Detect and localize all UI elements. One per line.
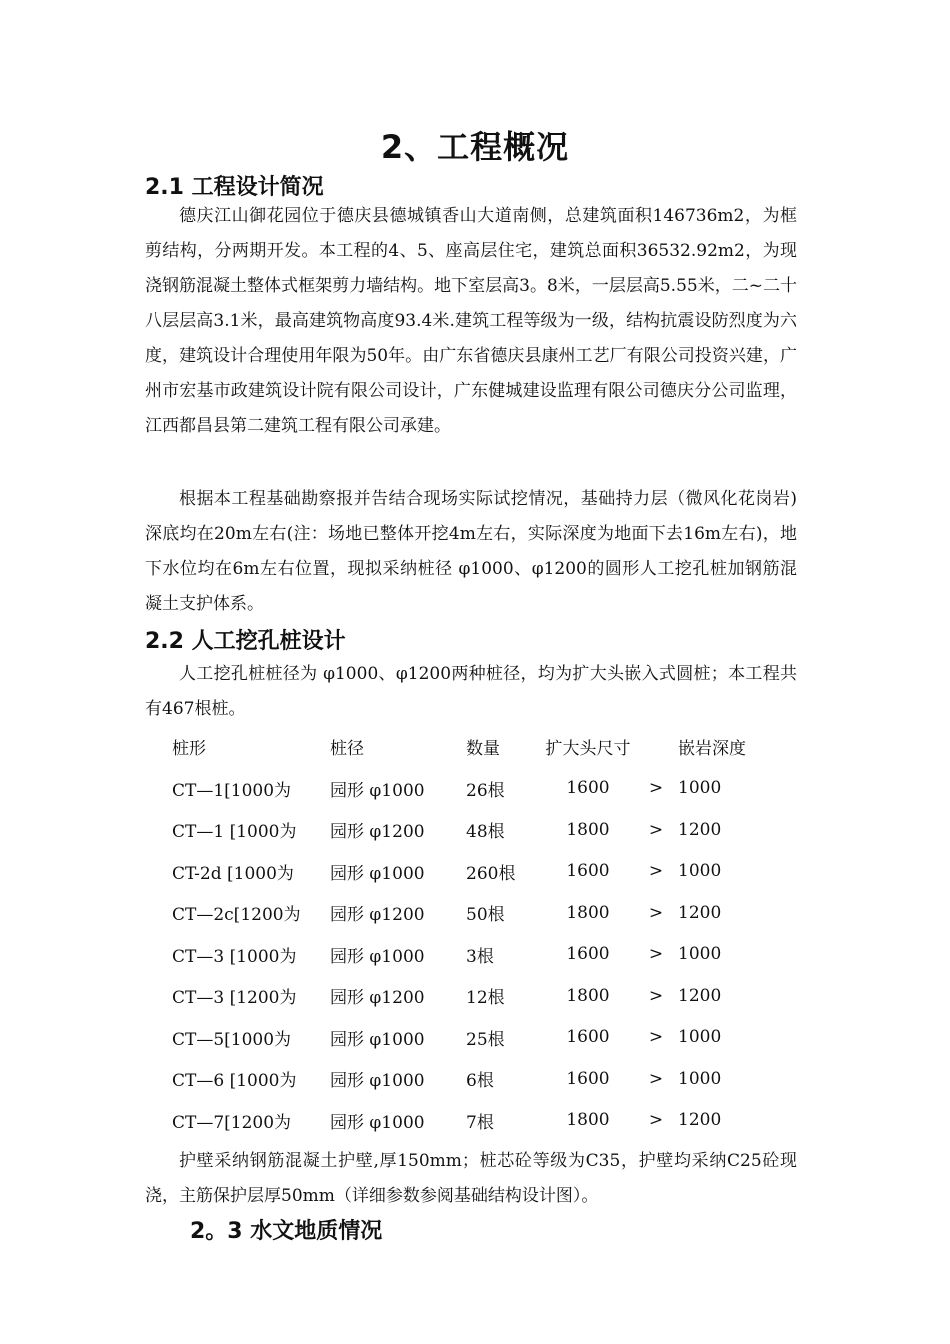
cell-pile-diameter: 园形 φ1000: [330, 946, 425, 967]
cell-head-size: 1600: [566, 1068, 610, 1089]
cell-depth: 1000: [678, 1027, 722, 1048]
pile-table: [158, 726, 758, 1141]
table-row: [158, 768, 758, 810]
cell-quantity: 6根: [466, 1071, 494, 1092]
table-row: [158, 892, 758, 934]
cell-depth: 1000: [678, 861, 722, 882]
cell-head-size: 1600: [566, 1027, 610, 1048]
cell-quantity: 7根: [466, 1112, 494, 1133]
cell-head-size: 1800: [566, 1110, 610, 1131]
header-enlarged-head-size: 扩大头尺寸: [545, 739, 631, 760]
page-title: 2、工程概况: [380, 128, 570, 166]
cell-pile-diameter: 园形 φ1200: [330, 822, 425, 843]
cell-head-size: 1600: [566, 778, 610, 799]
cell-quantity: 260根: [466, 863, 516, 884]
cell-depth: 1000: [678, 944, 722, 965]
table-row: [158, 809, 758, 851]
table-row: [158, 1017, 758, 1059]
cell-depth: 1200: [678, 1110, 722, 1131]
cell-pile-diameter: 园形 φ1200: [330, 905, 425, 926]
cell-pile-type: CT—1[1000为: [172, 780, 292, 801]
cell-symbol: >: [648, 944, 664, 965]
table-row: [158, 851, 758, 893]
cell-symbol: >: [648, 861, 664, 882]
cell-quantity: 48根: [466, 822, 505, 843]
cell-symbol: >: [648, 1027, 664, 1048]
cell-pile-type: CT—3 [1000为: [172, 946, 297, 967]
cell-depth: 1200: [678, 985, 722, 1006]
cell-quantity: 25根: [466, 1029, 505, 1050]
table-row: [158, 1100, 758, 1142]
section-heading-2-3: 2。3 水文地质情况: [190, 1219, 383, 1244]
cell-quantity: 12根: [466, 988, 505, 1009]
cell-symbol: >: [648, 985, 664, 1006]
cell-depth: 1200: [678, 902, 722, 923]
header-quantity: 数量: [466, 739, 500, 760]
table-row: [158, 934, 758, 976]
cell-quantity: 26根: [466, 780, 505, 801]
paragraph-foundation-survey: 根据本工程基础勘察报并告结合现场实际试挖情况，基础持力层（微风化花岗岩)深底均在20m左右(注：场地已整体开挖4m左右，实际深度为地面下去16m左右)，地下水位均在6m左右位置，现拟采纳桩径 φ1000、φ1200的圆形人工挖孔桩加钢筋混凝土支护体系。: [145, 489, 797, 614]
cell-pile-diameter: 园形 φ1000: [330, 1029, 425, 1050]
cell-depth: 1000: [678, 1068, 722, 1089]
cell-pile-type: CT-2d [1000为: [172, 863, 294, 884]
section-heading-2-2: 2.2 人工挖孔桩设计: [145, 629, 346, 654]
cell-quantity: 50根: [466, 905, 505, 926]
table-row: [158, 1058, 758, 1100]
cell-symbol: >: [648, 902, 664, 923]
cell-pile-diameter: 园形 φ1000: [330, 863, 425, 884]
cell-pile-type: CT—2c[1200为: [172, 905, 301, 926]
cell-pile-type: CT—1 [1000为: [172, 822, 297, 843]
cell-quantity: 3根: [466, 946, 494, 967]
header-rock-socket-depth: 嵌岩深度: [678, 739, 746, 760]
cell-depth: 1000: [678, 778, 722, 799]
cell-head-size: 1600: [566, 861, 610, 882]
paragraph-retaining-wall: 护壁采纳钢筋混凝土护壁,厚150mm；桩芯砼等级为C35，护壁均采纳C25砼现浇，主筋保护层厚50mm（详细参数参阅基础结构设计图）。: [145, 1151, 797, 1206]
cell-symbol: >: [648, 1068, 664, 1089]
cell-head-size: 1600: [566, 944, 610, 965]
header-pile-diameter: 桩径: [330, 739, 364, 760]
cell-pile-diameter: 园形 φ1000: [330, 1071, 425, 1092]
cell-symbol: >: [648, 819, 664, 840]
cell-pile-type: CT—6 [1000为: [172, 1071, 297, 1092]
cell-pile-type: CT—7[1200为: [172, 1112, 292, 1133]
cell-pile-diameter: 园形 φ1000: [330, 780, 425, 801]
paragraph-project-overview: 德庆江山御花园位于德庆县德城镇香山大道南侧，总建筑面积146736m2，为框剪结构，分两期开发。本工程的4、5、座高层住宅，建筑总面积36532.92m2，为现浇钢筋混凝土整体式框架剪力墙结构。地下室层高3。8米，一层层高5.55米，二~二十八层层高3.1米，最高建筑物高度93.4米.建筑工程等级为一级，结构抗震设防烈度为六度，建筑设计合理使用年限为50年。由广东省德庆县康州工艺厂有限公司投资兴建，广州市宏基市政建筑设计院有限公司设计，广东健城建设监理有限公司德庆分公司监理，江西都昌县第二建筑工程有限公司承建。: [145, 206, 797, 436]
header-pile-type: 桩形: [172, 739, 206, 760]
cell-depth: 1200: [678, 819, 722, 840]
cell-symbol: >: [648, 778, 664, 799]
header-blank: [634, 726, 678, 768]
cell-pile-type: CT—5[1000为: [172, 1029, 292, 1050]
cell-pile-type: CT—3 [1200为: [172, 988, 297, 1009]
cell-head-size: 1800: [566, 902, 610, 923]
cell-head-size: 1800: [566, 819, 610, 840]
section-heading-2-1: 2.1 工程设计简况: [145, 175, 324, 200]
cell-pile-diameter: 园形 φ1000: [330, 1112, 425, 1133]
cell-symbol: >: [648, 1110, 664, 1131]
table-row: [158, 975, 758, 1017]
table-header-row: [158, 726, 758, 768]
cell-pile-diameter: 园形 φ1200: [330, 988, 425, 1009]
paragraph-pile-intro: 人工挖孔桩桩径为 φ1000、φ1200两种桩径，均为扩大头嵌入式圆桩；本工程共有467根桩。: [145, 664, 797, 719]
cell-head-size: 1800: [566, 985, 610, 1006]
